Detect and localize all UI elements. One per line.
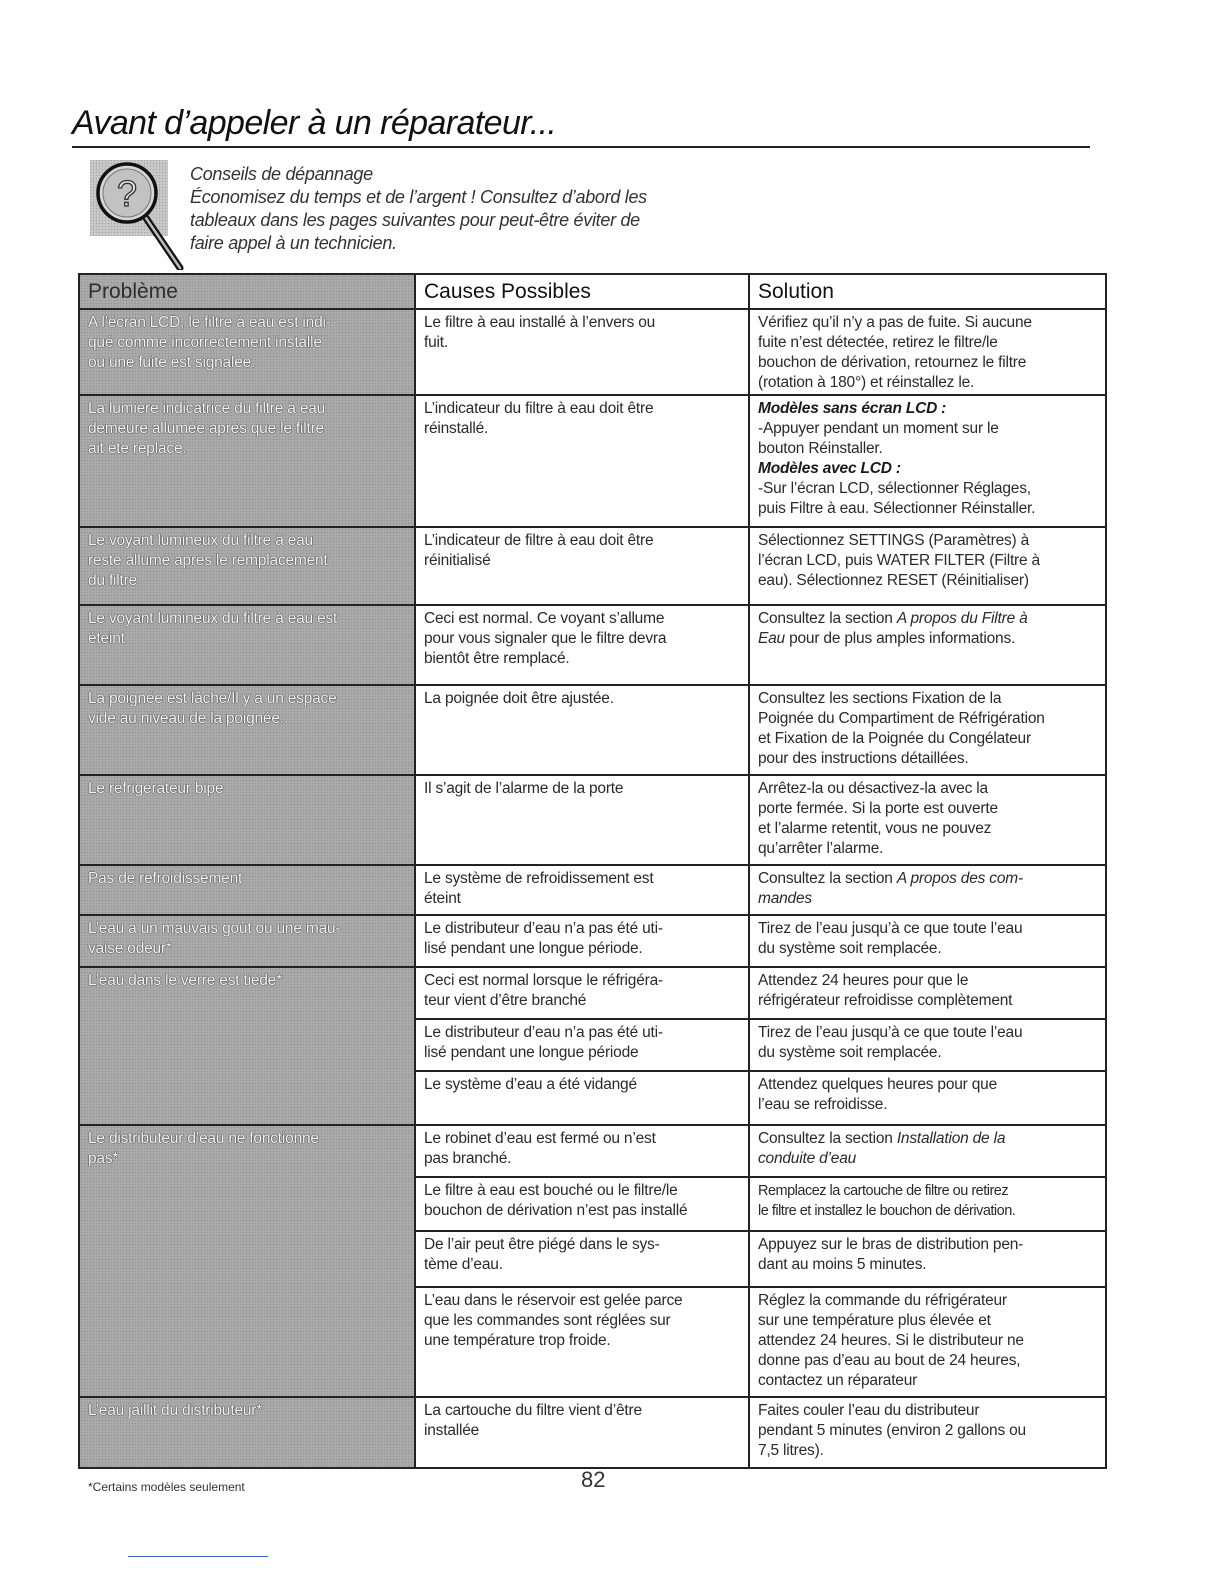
cause-cell: La poignée doit être ajustée. <box>415 685 749 775</box>
solution-cell: Tirez de l’eau jusqu’à ce que toute l’eau du système soit remplacée. <box>749 1019 1106 1071</box>
solution-cell <box>749 395 1106 527</box>
problem-cell: L’eau a un mauvais goût ou une mau- vaise odeur* <box>79 915 415 967</box>
cause-cell: Le système de refroidissement est éteint <box>415 865 749 915</box>
header-causes: Causes Possibles <box>415 274 749 309</box>
magnifier-question-icon <box>86 156 186 270</box>
cause-cell: Le système d’eau a été vidangé <box>415 1071 749 1125</box>
table-row <box>79 915 1106 967</box>
section-reference: Installation de la conduite d’eau <box>758 1130 1006 1167</box>
solution-text: pour de plus amples informations. <box>784 630 1016 647</box>
table-row <box>79 685 1106 775</box>
solution-subheading: Modèles sans écran LCD : <box>758 400 947 417</box>
solution-cell <box>749 865 1106 915</box>
problem-cell: L’eau dans le verre est tiède* <box>79 967 415 1125</box>
problem-cell: Le réfrigérateur bipe <box>79 775 415 865</box>
cause-cell: Le distributeur d’eau n’a pas été uti- lisé pendant une longue période <box>415 1019 749 1071</box>
solution-text: -Appuyer pendant un moment sur le bouton Réinstaller. <box>758 420 999 457</box>
table-row <box>79 865 1106 915</box>
table-row <box>79 605 1106 685</box>
problem-cell: Le voyant lumineux du filtre à eau reste allumé après le remplacement du filtre <box>79 527 415 605</box>
problem-cell: La lumière indicatrice du filtre à eau demeure allumée après que le filtre ait été replacé. <box>79 395 415 527</box>
cause-cell: De l’air peut être piégé dans le sys- tème d’eau. <box>415 1231 749 1287</box>
cause-cell: L’indicateur de filtre à eau doit être réinitialisé <box>415 527 749 605</box>
solution-cell: Attendez quelques heures pour que l’eau se refroidisse. <box>749 1071 1106 1125</box>
table-row <box>79 309 1106 395</box>
cause-cell: Le filtre à eau installé à l’envers ou fuit. <box>415 309 749 395</box>
footnote: *Certains modèles seulement <box>88 1480 245 1494</box>
cause-cell: Le distributeur d’eau n’a pas été uti- lisé pendant une longue période. <box>415 915 749 967</box>
solution-cell: Remplacez la cartouche de filtre ou retirez le filtre et installez le bouchon de dérivation. <box>749 1177 1106 1231</box>
solution-cell <box>749 605 1106 685</box>
problem-cell: Le distributeur d’eau ne fonctionne pas* <box>79 1125 415 1397</box>
intro-text: Économisez du temps et de l’argent ! Consultez d’abord les tableaux dans les pages suivantes pour peut-être éviter de faire appel à un technicien. <box>190 187 647 253</box>
header-solution: Solution <box>749 274 1106 309</box>
table-row <box>79 395 1106 527</box>
cause-cell: L’indicateur du filtre à eau doit être réinstallé. <box>415 395 749 527</box>
problem-cell: A l’écran LCD, le filtre à eau est indi- qué comme incorrectement installé ou une fuite est signalée. <box>79 309 415 395</box>
solution-cell: Vérifiez qu’il n’y a pas de fuite. Si aucune fuite n’est détectée, retirez le filtre/le bouchon de dérivation, retournez le filtre (rotation à 180°) et réinstallez le. <box>749 309 1106 395</box>
solution-cell: Attendez 24 heures pour que le réfrigérateur refroidisse complètement <box>749 967 1106 1019</box>
page-number: 82 <box>581 1467 606 1492</box>
solution-text: -Sur l’écran LCD, sélectionner Réglages, puis Filtre à eau. Sélectionner Réinstaller. <box>758 480 1036 517</box>
cause-cell: La cartouche du filtre vient d’être installée <box>415 1397 749 1468</box>
problem-cell: Le voyant lumineux du filtre à eau est éteint <box>79 605 415 685</box>
page-title: Avant d’appeler à un réparateur... <box>72 100 1090 148</box>
cause-cell: Le filtre à eau est bouché ou le filtre/le bouchon de dérivation n’est pas installé <box>415 1177 749 1231</box>
solution-cell: Consultez les sections Fixation de la Poignée du Compartiment de Réfrigération et Fixation de la Poignée du Congélateur pour des instructions détaillées. <box>749 685 1106 775</box>
solution-text: Consultez la section <box>758 1130 897 1147</box>
cause-cell: Le robinet d’eau est fermé ou n’est pas branché. <box>415 1125 749 1177</box>
intro-heading: Conseils de dépannage <box>190 164 373 184</box>
cause-cell: Il s’agit de l’alarme de la porte <box>415 775 749 865</box>
solution-cell: Faites couler l’eau du distributeur pendant 5 minutes (environ 2 gallons ou 7,5 litres). <box>749 1397 1106 1468</box>
table-row <box>79 1397 1106 1468</box>
section-reference: A propos des com- mandes <box>758 870 1023 907</box>
solution-cell: Appuyez sur le bras de distribution pen- dant au moins 5 minutes. <box>749 1231 1106 1287</box>
table-header-row <box>79 274 1106 309</box>
solution-cell: Tirez de l’eau jusqu’à ce que toute l’eau du système soit remplacée. <box>749 915 1106 967</box>
solution-text: Consultez la section <box>758 610 897 627</box>
cause-cell: Ceci est normal lorsque le réfrigéra- teur vient d’être branché <box>415 967 749 1019</box>
table-row <box>79 967 1106 1019</box>
solution-subheading: Modèles avec LCD : <box>758 460 901 477</box>
solution-cell: Réglez la commande du réfrigérateur sur une température plus élevée et attendez 24 heures. Si le distributeur ne donne pas d’eau au bout de 24 heures, contactez un réparateur <box>749 1287 1106 1397</box>
solution-cell <box>749 1125 1106 1177</box>
section-reference: A propos du Filtre à Eau <box>758 610 1028 647</box>
table-row <box>79 775 1106 865</box>
problem-cell: La poignée est lâche/Il y a un espace vide au niveau de la poignée. <box>79 685 415 775</box>
svg-text:?: ? <box>116 173 138 214</box>
solution-cell: Arrêtez-la ou désactivez-la avec la porte fermée. Si la porte est ouverte et l’alarme retentit, vous ne pouvez qu’arrêter l’alarme. <box>749 775 1106 865</box>
divider-line <box>128 1556 268 1557</box>
table-row <box>79 527 1106 605</box>
problem-cell: Pas de refroidissement <box>79 865 415 915</box>
problem-cell: L’eau jaillit du distributeur* <box>79 1397 415 1468</box>
solution-cell: Sélectionnez SETTINGS (Paramètres) à l’écran LCD, puis WATER FILTER (Filtre à eau). Sélectionnez RESET (Réinitialiser) <box>749 527 1106 605</box>
cause-cell: Ceci est normal. Ce voyant s’allume pour vous signaler que le filtre devra bientôt être remplacé. <box>415 605 749 685</box>
troubleshooting-table <box>78 273 1107 1469</box>
solution-text: Consultez la section <box>758 870 897 887</box>
cause-cell: L’eau dans le réservoir est gelée parce que les commandes sont réglées sur une température trop froide. <box>415 1287 749 1397</box>
table-row <box>79 1125 1106 1177</box>
header-problem: Problème <box>79 274 415 309</box>
